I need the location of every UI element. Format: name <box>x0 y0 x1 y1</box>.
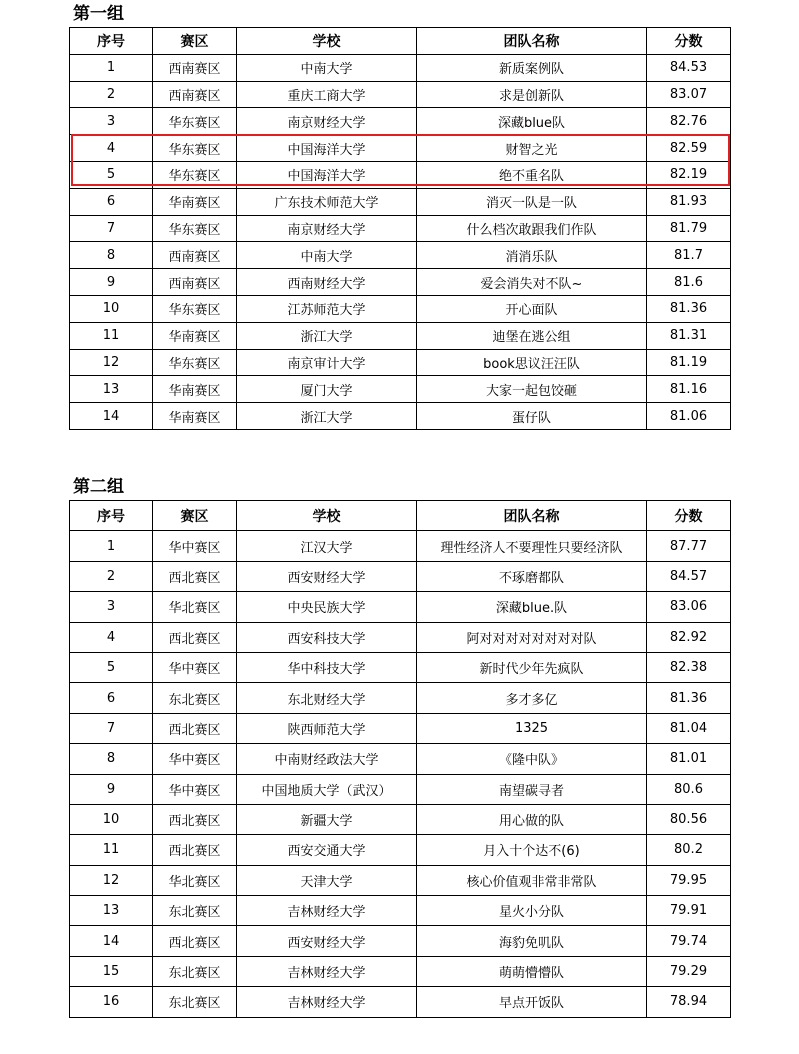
cell-index: 10 <box>70 804 153 834</box>
cell-region: 西北赛区 <box>153 713 237 743</box>
cell-school: 中国地质大学（武汉） <box>237 774 417 804</box>
table-row <box>70 835 731 865</box>
cell-team-name: 财智之光 <box>417 135 647 162</box>
cell-score: 82.38 <box>647 652 731 682</box>
table-row <box>70 622 731 652</box>
cell-school: 中南大学 <box>237 242 417 269</box>
cell-score: 79.29 <box>647 956 731 986</box>
cell-team-name: 消消乐队 <box>417 242 647 269</box>
cell-score: 81.7 <box>647 242 731 269</box>
header-region: 赛区 <box>153 28 237 55</box>
cell-team-name: 不琢磨都队 <box>417 561 647 591</box>
cell-score: 80.56 <box>647 804 731 834</box>
cell-region: 东北赛区 <box>153 683 237 713</box>
table-row <box>70 804 731 834</box>
header-index: 序号 <box>70 501 153 531</box>
cell-score: 83.06 <box>647 592 731 622</box>
cell-score: 81.01 <box>647 744 731 774</box>
cell-region: 西北赛区 <box>153 561 237 591</box>
cell-school: 浙江大学 <box>237 322 417 349</box>
cell-index: 4 <box>70 622 153 652</box>
cell-school: 中央民族大学 <box>237 592 417 622</box>
table-row <box>70 242 731 269</box>
cell-team-name: 什么档次敢跟我们作队 <box>417 215 647 242</box>
cell-team-name: 星火小分队 <box>417 896 647 926</box>
cell-team-name: 核心价值观非常非常队 <box>417 865 647 895</box>
cell-team-name: 用心做的队 <box>417 804 647 834</box>
cell-score: 80.2 <box>647 835 731 865</box>
cell-region: 华中赛区 <box>153 531 237 561</box>
cell-team-name: 开心面队 <box>417 295 647 322</box>
cell-index: 10 <box>70 295 153 322</box>
table-row <box>70 865 731 895</box>
header-region: 赛区 <box>153 501 237 531</box>
cell-index: 2 <box>70 561 153 591</box>
table-row <box>70 531 731 561</box>
table-row <box>70 108 731 135</box>
cell-score: 82.19 <box>647 161 731 188</box>
cell-index: 2 <box>70 81 153 108</box>
cell-school: 中南财经政法大学 <box>237 744 417 774</box>
cell-school: 中南大学 <box>237 54 417 81</box>
table-row <box>70 896 731 926</box>
cell-index: 1 <box>70 531 153 561</box>
cell-index: 9 <box>70 269 153 296</box>
cell-index: 8 <box>70 744 153 774</box>
header-school: 学校 <box>237 28 417 55</box>
cell-region: 华中赛区 <box>153 652 237 682</box>
cell-school: 厦门大学 <box>237 376 417 403</box>
table-row <box>70 774 731 804</box>
table-row <box>70 161 731 188</box>
table-row <box>70 683 731 713</box>
cell-team-name: 迪堡在逃公组 <box>417 322 647 349</box>
cell-index: 3 <box>70 592 153 622</box>
cell-team-name: 月入十个达不(6) <box>417 835 647 865</box>
cell-team-name: 消灭一队是一队 <box>417 188 647 215</box>
cell-school: 西安财经大学 <box>237 561 417 591</box>
cell-school: 广东技术师范大学 <box>237 188 417 215</box>
cell-index: 13 <box>70 896 153 926</box>
group1-header-row <box>70 28 731 55</box>
cell-region: 华中赛区 <box>153 744 237 774</box>
cell-index: 8 <box>70 242 153 269</box>
cell-region: 华南赛区 <box>153 322 237 349</box>
cell-score: 83.07 <box>647 81 731 108</box>
cell-team-name: 早点开饭队 <box>417 987 647 1017</box>
table-row <box>70 322 731 349</box>
cell-region: 华东赛区 <box>153 295 237 322</box>
cell-school: 西南财经大学 <box>237 269 417 296</box>
cell-team-name: 海豹免叽队 <box>417 926 647 956</box>
cell-score: 79.91 <box>647 896 731 926</box>
cell-school: 南京财经大学 <box>237 215 417 242</box>
cell-score: 81.06 <box>647 403 731 430</box>
table-row <box>70 652 731 682</box>
cell-region: 东北赛区 <box>153 956 237 986</box>
cell-school: 陕西师范大学 <box>237 713 417 743</box>
cell-region: 西南赛区 <box>153 54 237 81</box>
cell-school: 华中科技大学 <box>237 652 417 682</box>
cell-index: 3 <box>70 108 153 135</box>
table-row <box>70 926 731 956</box>
header-score: 分数 <box>647 28 731 55</box>
cell-team-name: 爱会消失对不队~ <box>417 269 647 296</box>
cell-team-name: 新质案例队 <box>417 54 647 81</box>
cell-score: 82.59 <box>647 135 731 162</box>
cell-index: 14 <box>70 403 153 430</box>
header-school: 学校 <box>237 501 417 531</box>
cell-score: 81.36 <box>647 683 731 713</box>
cell-school: 西安科技大学 <box>237 622 417 652</box>
group1-table <box>69 27 731 430</box>
cell-school: 江汉大学 <box>237 531 417 561</box>
cell-school: 东北财经大学 <box>237 683 417 713</box>
group2-title: 第二组 <box>73 477 124 497</box>
cell-score: 81.19 <box>647 349 731 376</box>
cell-school: 西安财经大学 <box>237 926 417 956</box>
cell-region: 华南赛区 <box>153 376 237 403</box>
header-score: 分数 <box>647 501 731 531</box>
table-row <box>70 376 731 403</box>
cell-school: 西安交通大学 <box>237 835 417 865</box>
table-row <box>70 956 731 986</box>
table-row <box>70 561 731 591</box>
cell-index: 9 <box>70 774 153 804</box>
cell-region: 华南赛区 <box>153 403 237 430</box>
cell-score: 81.36 <box>647 295 731 322</box>
table-row <box>70 744 731 774</box>
cell-region: 西南赛区 <box>153 81 237 108</box>
cell-region: 西北赛区 <box>153 622 237 652</box>
cell-region: 华南赛区 <box>153 188 237 215</box>
table-row <box>70 269 731 296</box>
cell-score: 79.74 <box>647 926 731 956</box>
cell-region: 华东赛区 <box>153 135 237 162</box>
cell-score: 78.94 <box>647 987 731 1017</box>
cell-index: 11 <box>70 322 153 349</box>
cell-region: 西北赛区 <box>153 835 237 865</box>
cell-score: 87.77 <box>647 531 731 561</box>
cell-region: 华东赛区 <box>153 161 237 188</box>
cell-team-name: 蛋仔队 <box>417 403 647 430</box>
cell-index: 14 <box>70 926 153 956</box>
cell-score: 84.53 <box>647 54 731 81</box>
cell-team-name: 求是创新队 <box>417 81 647 108</box>
cell-team-name: 《隆中队》 <box>417 744 647 774</box>
cell-index: 5 <box>70 652 153 682</box>
cell-team-name: 多才多亿 <box>417 683 647 713</box>
cell-region: 西南赛区 <box>153 269 237 296</box>
cell-index: 4 <box>70 135 153 162</box>
cell-school: 中国海洋大学 <box>237 135 417 162</box>
cell-index: 11 <box>70 835 153 865</box>
cell-score: 84.57 <box>647 561 731 591</box>
cell-region: 东北赛区 <box>153 987 237 1017</box>
table-row <box>70 592 731 622</box>
cell-score: 81.6 <box>647 269 731 296</box>
cell-region: 华北赛区 <box>153 865 237 895</box>
cell-region: 华东赛区 <box>153 215 237 242</box>
cell-team-name: 理性经济人不要理性只要经济队 <box>417 531 647 561</box>
cell-team-name: 深藏blue队 <box>417 108 647 135</box>
cell-team-name: 深藏blue.队 <box>417 592 647 622</box>
cell-region: 西南赛区 <box>153 242 237 269</box>
cell-region: 东北赛区 <box>153 896 237 926</box>
table-row <box>70 135 731 162</box>
cell-school: 江苏师范大学 <box>237 295 417 322</box>
cell-team-name: book思议汪汪队 <box>417 349 647 376</box>
cell-school: 浙江大学 <box>237 403 417 430</box>
cell-region: 华中赛区 <box>153 774 237 804</box>
cell-score: 81.16 <box>647 376 731 403</box>
table-row <box>70 295 731 322</box>
group2-header-row <box>70 501 731 531</box>
header-team-name: 团队名称 <box>417 28 647 55</box>
table-row <box>70 54 731 81</box>
cell-team-name: 1325 <box>417 713 647 743</box>
cell-school: 新疆大学 <box>237 804 417 834</box>
cell-region: 华北赛区 <box>153 592 237 622</box>
cell-score: 81.31 <box>647 322 731 349</box>
table-row <box>70 81 731 108</box>
cell-index: 7 <box>70 215 153 242</box>
cell-school: 重庆工商大学 <box>237 81 417 108</box>
table-row <box>70 215 731 242</box>
cell-index: 12 <box>70 865 153 895</box>
cell-index: 7 <box>70 713 153 743</box>
cell-index: 16 <box>70 987 153 1017</box>
table-row <box>70 987 731 1017</box>
table-row <box>70 188 731 215</box>
cell-school: 南京审计大学 <box>237 349 417 376</box>
cell-team-name: 绝不重名队 <box>417 161 647 188</box>
table-row <box>70 713 731 743</box>
cell-score: 82.76 <box>647 108 731 135</box>
cell-score: 81.93 <box>647 188 731 215</box>
cell-index: 12 <box>70 349 153 376</box>
header-index: 序号 <box>70 28 153 55</box>
group1-body <box>70 54 731 429</box>
cell-score: 80.6 <box>647 774 731 804</box>
cell-team-name: 新时代少年先疯队 <box>417 652 647 682</box>
cell-school: 吉林财经大学 <box>237 896 417 926</box>
group2-table <box>69 500 731 1018</box>
cell-team-name: 南望碳寻者 <box>417 774 647 804</box>
group2-body <box>70 531 731 1017</box>
cell-school: 天津大学 <box>237 865 417 895</box>
cell-index: 13 <box>70 376 153 403</box>
cell-school: 中国海洋大学 <box>237 161 417 188</box>
cell-index: 6 <box>70 188 153 215</box>
header-team-name: 团队名称 <box>417 501 647 531</box>
cell-team-name: 大家一起包饺砸 <box>417 376 647 403</box>
table-row <box>70 349 731 376</box>
cell-team-name: 阿对对对对对对对对队 <box>417 622 647 652</box>
cell-score: 81.04 <box>647 713 731 743</box>
cell-region: 华东赛区 <box>153 349 237 376</box>
cell-school: 吉林财经大学 <box>237 956 417 986</box>
cell-school: 吉林财经大学 <box>237 987 417 1017</box>
cell-score: 82.92 <box>647 622 731 652</box>
cell-region: 西北赛区 <box>153 804 237 834</box>
cell-index: 1 <box>70 54 153 81</box>
cell-region: 西北赛区 <box>153 926 237 956</box>
table-row <box>70 403 731 430</box>
cell-score: 79.95 <box>647 865 731 895</box>
cell-school: 南京财经大学 <box>237 108 417 135</box>
cell-index: 5 <box>70 161 153 188</box>
group1-title: 第一组 <box>73 4 124 24</box>
cell-index: 6 <box>70 683 153 713</box>
cell-score: 81.79 <box>647 215 731 242</box>
cell-team-name: 萌萌懵懵队 <box>417 956 647 986</box>
cell-region: 华东赛区 <box>153 108 237 135</box>
cell-index: 15 <box>70 956 153 986</box>
